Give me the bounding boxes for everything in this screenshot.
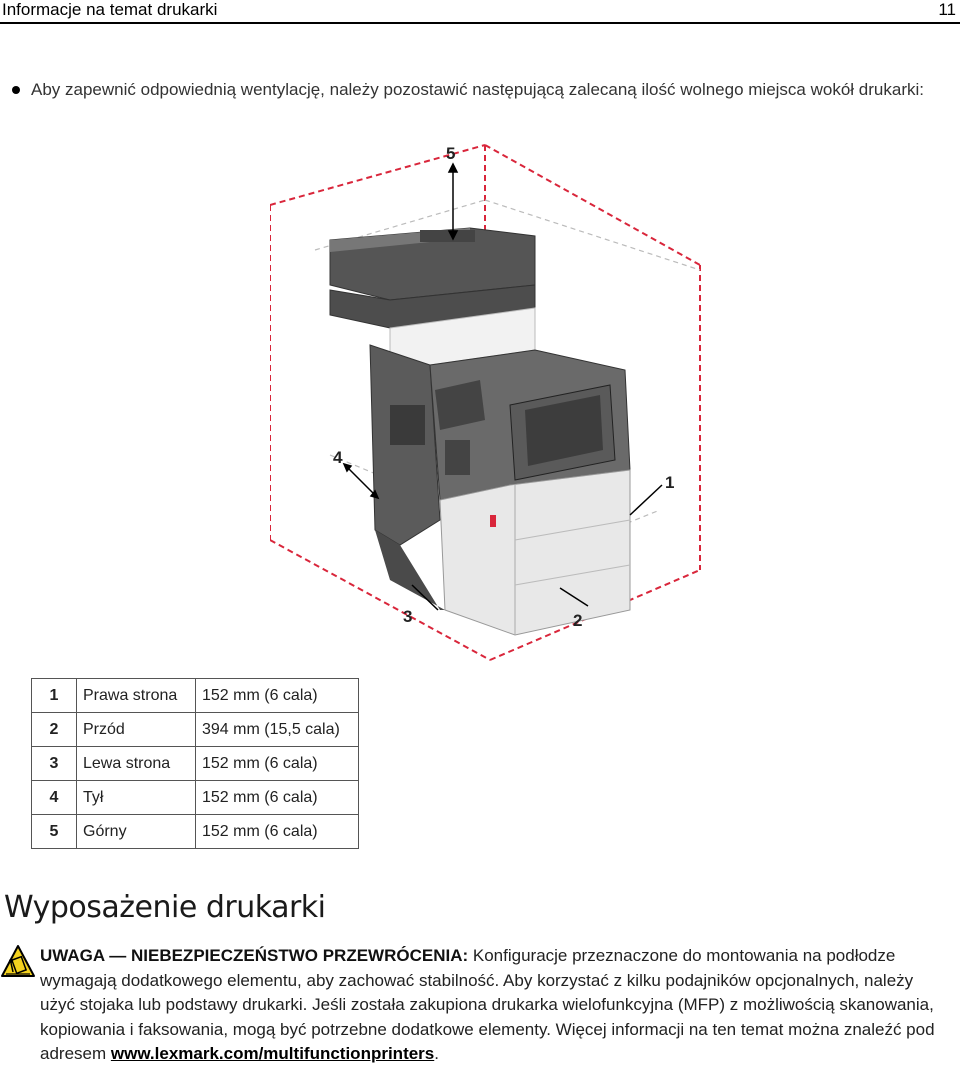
printer-clearance-figure	[270, 140, 710, 665]
warning-label: UWAGA — NIEBEZPIECZEŃSTWO PRZEWRÓCENIA:	[40, 946, 469, 965]
section-title: Wyposażenie drukarki	[4, 890, 326, 925]
label-back: 4	[333, 448, 343, 467]
row-value: 394 mm (15,5 cala)	[196, 713, 359, 747]
table-row	[32, 781, 359, 815]
row-side: Górny	[77, 815, 196, 849]
row-number: 1	[32, 679, 77, 713]
page-number: 11	[938, 0, 956, 19]
label-left: 3	[403, 607, 413, 626]
tip-over-warning	[40, 944, 952, 1067]
row-value: 152 mm (6 cala)	[196, 815, 359, 849]
table-row	[32, 747, 359, 781]
warning-text: Konfiguracje przeznaczone do montowania na podłodze wymagają dodatkowego elementu, aby zachować stabilność. Aby korzystać z kilku podajników opcjonalnych, należy użyć stojaka lub podstawy drukarki. Jeśli została zakupiona drukarka wielofunkcyjna (MFP) z możliwością skanowania, kopiowania i faksowania, mogą być potrzebne dodatkowe elementy. Więcej informacji na ten temat można znaleźć pod adresem	[40, 946, 935, 1063]
row-number: 4	[32, 781, 77, 815]
row-side: Prawa strona	[77, 679, 196, 713]
lexmark-link[interactable]: www.lexmark.com/multifunctionprinters	[110, 1044, 435, 1063]
warning-end: .	[434, 1044, 439, 1063]
printer-image	[330, 228, 630, 635]
row-value: 152 mm (6 cala)	[196, 747, 359, 781]
table-row	[32, 713, 359, 747]
row-number: 5	[32, 815, 77, 849]
clearance-table	[31, 678, 359, 849]
intro-bullet	[8, 78, 948, 102]
row-side: Przód	[77, 713, 196, 747]
label-front: 2	[573, 611, 583, 630]
header-title: Informacje na temat drukarki	[2, 0, 218, 19]
row-side: Tył	[77, 781, 196, 815]
table-row	[32, 815, 359, 849]
label-top: 5	[446, 144, 456, 163]
row-number: 3	[32, 747, 77, 781]
label-right: 1	[665, 473, 675, 492]
row-number: 2	[32, 713, 77, 747]
intro-text: Aby zapewnić odpowiednią wentylację, należy pozostawić następującą zalecaną ilość wolnego miejsca wokół drukarki:	[31, 80, 924, 99]
row-side: Lewa strona	[77, 747, 196, 781]
tip-over-warning-icon	[0, 944, 36, 978]
row-value: 152 mm (6 cala)	[196, 781, 359, 815]
table-row	[32, 679, 359, 713]
row-value: 152 mm (6 cala)	[196, 679, 359, 713]
bullet-icon	[12, 86, 20, 94]
page-header	[0, 0, 960, 24]
